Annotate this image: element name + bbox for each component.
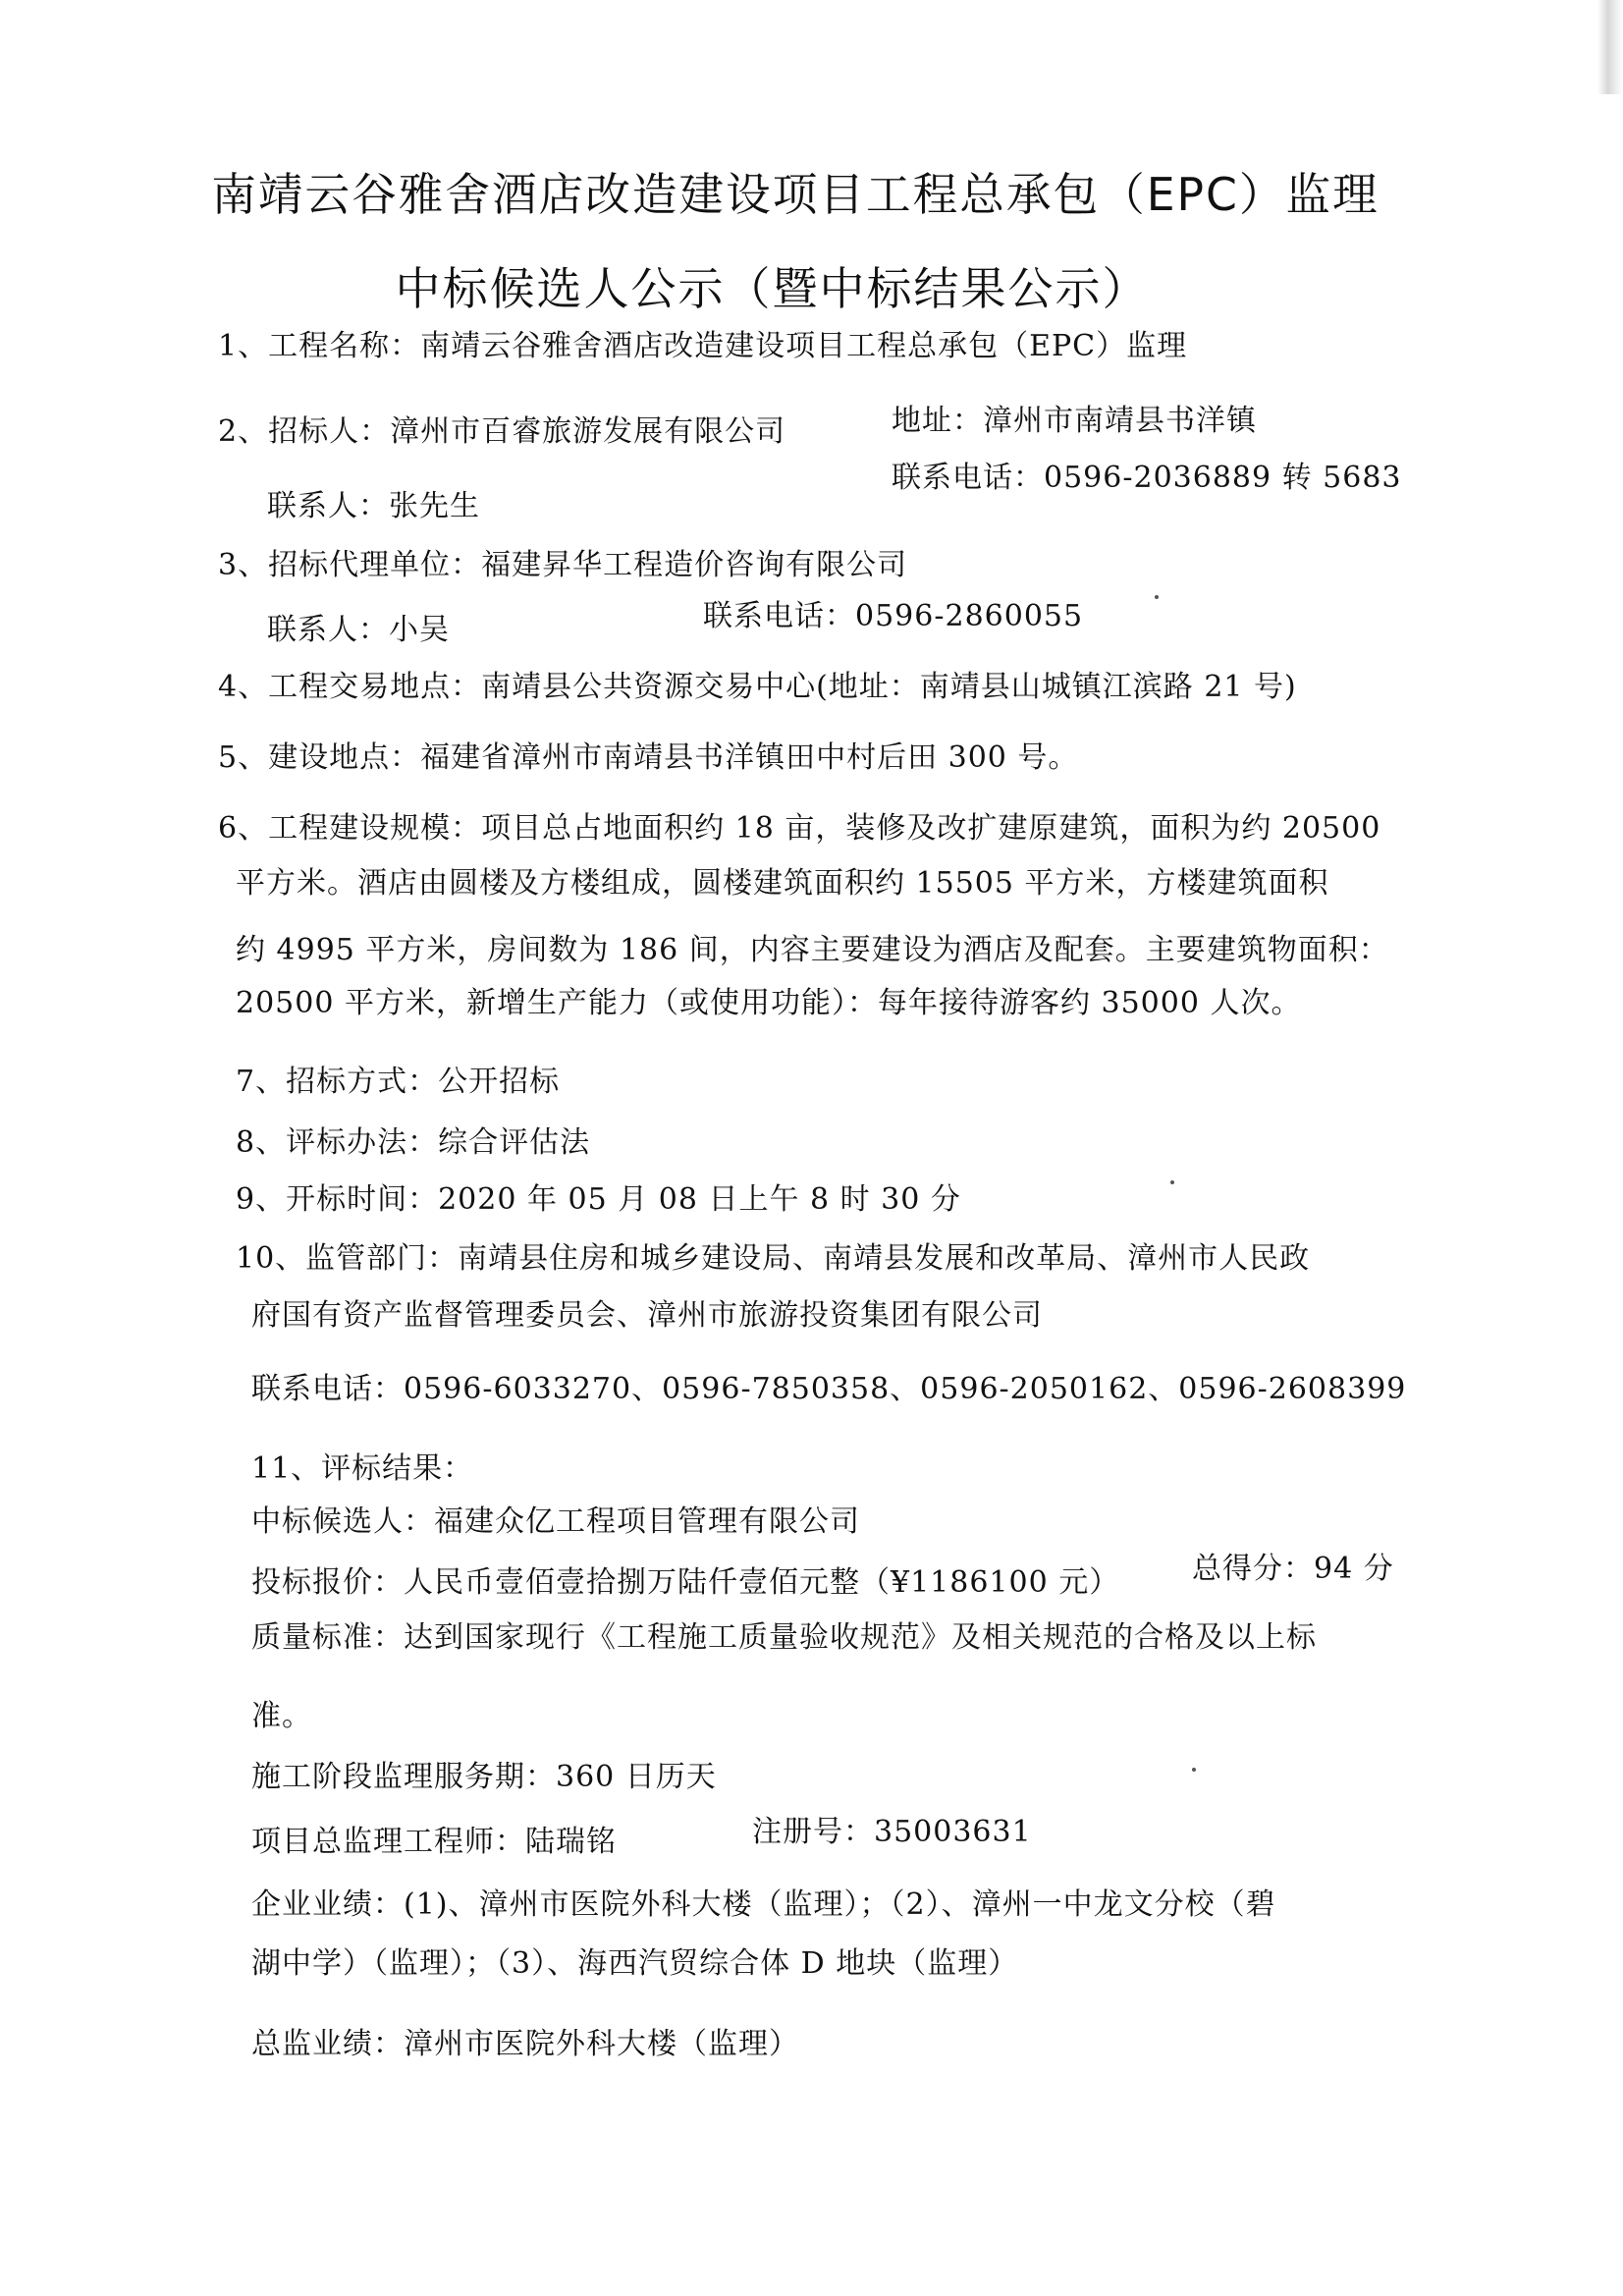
company-performance-line-1: 企业业绩：(1)、漳州市医院外科大楼（监理）；（2）、漳州一中龙文分校（碧	[251, 1887, 1276, 1922]
agency-phone: 联系电话：0596-2860055	[703, 599, 1084, 633]
director-performance: 总监业绩：漳州市医院外科大楼（监理）	[251, 2027, 799, 2061]
document-title-line-2: 中标候选人公示（暨中标结果公示）	[395, 262, 1150, 315]
item-agency: 3、招标代理单位：福建昇华工程造价咨询有限公司	[218, 548, 908, 582]
bid-price: 投标报价：人民币壹佰壹拾捌万陆仟壹佰元整（¥1186100 元）	[251, 1565, 1120, 1600]
item-scale-line-2: 平方米。酒店由圆楼及方楼组成，圆楼建筑面积约 15505 平方米，方楼建筑面积	[236, 866, 1329, 901]
company-performance-line-2: 湖中学）（监理）；（3）、海西汽贸综合体 D 地块（监理）	[251, 1946, 1019, 1981]
item-evaluation-method: 8、评标办法：综合评估法	[236, 1125, 591, 1160]
quality-standard-line-2: 准。	[251, 1699, 312, 1733]
item-supervision-line-2: 府国有资产监督管理委员会、漳州市旅游投资集团有限公司	[251, 1298, 1043, 1333]
item-evaluation-result: 11、评标结果：	[251, 1451, 474, 1486]
chief-engineer: 项目总监理工程师：陆瑞铭	[251, 1825, 617, 1859]
item-construction-site: 5、建设地点：福建省漳州市南靖县书洋镇田中村后田 300 号。	[218, 740, 1079, 775]
tenderer-address: 地址：漳州市南靖县书洋镇	[892, 404, 1257, 438]
scan-speck	[1170, 1180, 1174, 1184]
item-opening-time: 9、开标时间：2020 年 05 月 08 日上午 8 时 30 分	[236, 1182, 961, 1217]
document-title-line-1: 南靖云谷雅舍酒店改造建设项目工程总承包（EPC）监理	[211, 168, 1380, 221]
total-score: 总得分：94 分	[1192, 1552, 1394, 1586]
item-supervision-line-1: 10、监管部门：南靖县住房和城乡建设局、南靖县发展和改革局、漳州市人民政	[236, 1241, 1311, 1276]
scan-speck	[1155, 595, 1159, 599]
registration-number: 注册号：35003631	[752, 1815, 1032, 1849]
tenderer-phone: 联系电话：0596-2036889 转 5683	[892, 461, 1402, 495]
item-tenderer: 2、招标人：漳州市百睿旅游发展有限公司	[218, 414, 786, 449]
scan-speck	[1192, 1768, 1196, 1772]
tenderer-contact: 联系人：张先生	[267, 489, 480, 523]
supervision-phones: 联系电话：0596-6033270、0596-7850358、0596-2050162、0596-2608399	[251, 1372, 1407, 1406]
item-scale-line-1: 6、工程建设规模：项目总占地面积约 18 亩，装修及改扩建原建筑，面积为约 20500	[218, 811, 1381, 846]
service-period: 施工阶段监理服务期：360 日历天	[251, 1760, 717, 1794]
item-scale-line-4: 20500 平方米，新增生产能力（或使用功能）：每年接待游客约 35000 人次。	[236, 986, 1302, 1020]
item-scale-line-3: 约 4995 平方米，房间数为 186 间，内容主要建设为酒店及配套。主要建筑物面积：	[236, 933, 1389, 967]
scan-edge-shadow	[1597, 0, 1623, 94]
item-project-name: 1、工程名称：南靖云谷雅舍酒店改造建设项目工程总承包（EPC）监理	[218, 329, 1188, 363]
agency-contact: 联系人：小吴	[267, 613, 450, 647]
item-trading-venue: 4、工程交易地点：南靖县公共资源交易中心(地址：南靖县山城镇江滨路 21 号)	[218, 670, 1297, 704]
item-tender-method: 7、招标方式：公开招标	[236, 1065, 561, 1099]
quality-standard-line-1: 质量标准：达到国家现行《工程施工质量验收规范》及相关规范的合格及以上标	[251, 1620, 1317, 1655]
winning-candidate: 中标候选人：福建众亿工程项目管理有限公司	[251, 1504, 860, 1539]
